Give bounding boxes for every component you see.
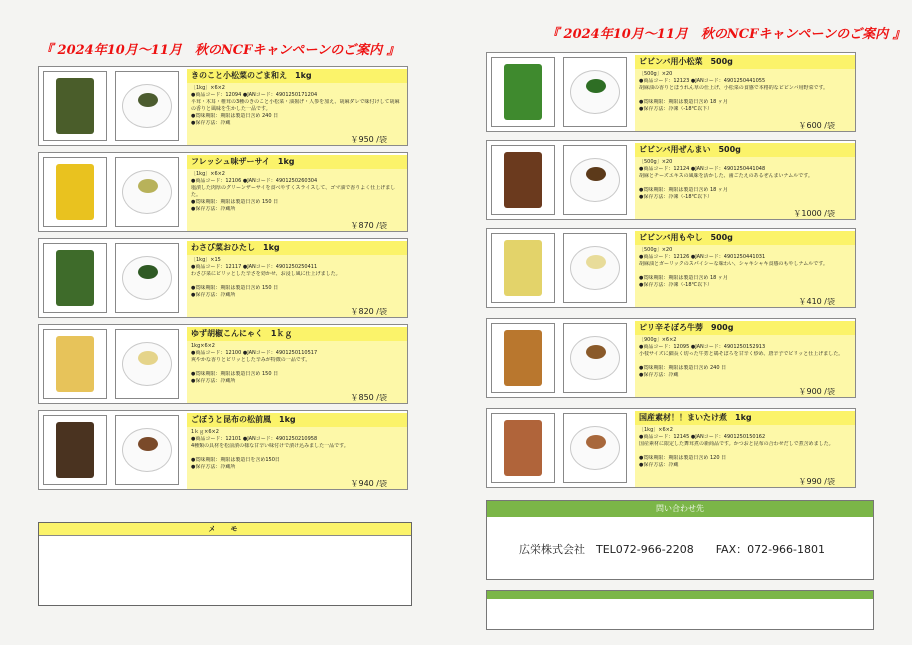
product-description: 胡麻とチーズエキスの風味を活かした、歯ごたえのあるぜんまいナムルです。 [639, 173, 813, 179]
product-price: ￥870 /袋 [350, 222, 387, 229]
product-spec: ［1kg］×6×2 [639, 427, 673, 433]
extra-box [486, 590, 874, 630]
product-price: ￥990 /袋 [798, 478, 835, 485]
product-price: ￥1000 /袋 [793, 210, 835, 217]
package-photo [491, 323, 555, 393]
product-card-soboro-gobo[interactable] [486, 318, 856, 398]
campaign-title-left: 『 2024年10月～11月 秋のNCFキャンペーンのご案内 』 [40, 43, 400, 58]
dish-photo [115, 243, 179, 313]
product-card-bibimbap-moyashi[interactable] [486, 228, 856, 308]
contact-box [486, 500, 874, 580]
dish-photo [563, 413, 627, 483]
product-name: 国産素材！！まいたけ煮 1kg [635, 411, 855, 425]
dish-photo [115, 157, 179, 227]
product-name: わさび菜おひたし 1kg [187, 241, 407, 255]
package-photo [491, 57, 555, 127]
product-description: 小枝サイズに細長く切った牛蒡と鶏そぼろを甘辛く炒め、唐辛子でピリッと仕上げました。 [639, 351, 844, 357]
shelf-life: ●賞味期限：期限は製造日含め 18 ヶ月 [639, 187, 728, 193]
product-spec: 1ｋｇ×6×2 [191, 429, 219, 435]
dish-photo [563, 57, 627, 127]
product-spec: ［500g］×20 [639, 247, 673, 253]
product-description: 国産素材に限定した舞茸煮の新商品です。かつおと昆布の合わせだしで煮含めました。 [639, 441, 834, 447]
contact-info: 広栄株式会社 TEL072-966-2208 FAX：072-966-1801 [519, 543, 826, 556]
product-info [187, 413, 407, 489]
product-spec: ［500g］×20 [639, 159, 673, 165]
dish-photo [115, 415, 179, 485]
product-price: ￥900 /袋 [798, 388, 835, 395]
product-card-bibimbap-komatsuna[interactable] [486, 52, 856, 132]
product-description: 胡麻油の香りとほうれん草の仕上げ、小松菜の食感で本格的なビビンバ用野菜です。 [639, 85, 829, 91]
shelf-life: ●賞味期限：期限は製造日含め 240 日 [191, 113, 279, 119]
package-photo [43, 415, 107, 485]
product-info [187, 241, 407, 317]
product-info [635, 411, 855, 487]
product-card-wasabina[interactable] [38, 238, 408, 318]
product-description: 胡麻油とガーリックのスパイシーな味わい、シャキシャキ食感のもやしナムルです。 [639, 261, 828, 267]
product-info [635, 231, 855, 307]
product-code: ●商品コード：12100 ●JANコード：4901250110517 [191, 350, 318, 356]
contact-label: 問い合わせ先 [487, 501, 873, 517]
product-description: 爽やかな香りとピリッとした辛みが特徴の一品です。 [191, 357, 311, 363]
storage-method: ●保存方法：冷蔵 [639, 372, 679, 378]
product-info [635, 143, 855, 219]
product-description: 平茸・木耳・椎茸の3種のきのこと小松菜・油揚げ・人参を加え、胡麻ダレで味付けして胡麻の香りと風味を生かした一品です。 [191, 99, 400, 112]
product-info [187, 69, 407, 145]
product-spec: ［1kg］×6×2 [191, 85, 225, 91]
product-code: ●商品コード：12101 ●JANコード：4901250210958 [191, 436, 318, 442]
storage-method: ●保存方法：冷凍（-18℃以下） [639, 194, 713, 200]
storage-method: ●保存方法：冷蔵所 [191, 206, 236, 212]
product-info [635, 55, 855, 131]
shelf-life: ●賞味期限：期限は製造日含め 150 日 [191, 371, 279, 377]
product-name: ごぼうと昆布の松前風 1kg [187, 413, 407, 427]
product-price: ￥850 /袋 [350, 394, 387, 401]
product-description: 4種類の具材を松前漬の様な甘辛い味付けで漬け込みました一品です。 [191, 443, 349, 449]
product-spec: ［500g］×20 [639, 71, 673, 77]
shelf-life: ●賞味期限：期限は製造日含め 120 日 [639, 455, 727, 461]
product-spec: ［1kg］×6×2 [191, 171, 225, 177]
product-code: ●商品コード：12094 ●JANコード：4901250171204 [191, 92, 318, 98]
product-code: ●商品コード：12124 ●JANコード：4901250441048 [639, 166, 766, 172]
package-photo [491, 233, 555, 303]
product-price: ￥410 /袋 [798, 298, 835, 305]
product-name: フレッシュ味ザーサイ 1kg [187, 155, 407, 169]
dish-photo [563, 145, 627, 215]
product-price: ￥950 /袋 [350, 136, 387, 143]
product-card-gobo-konbu[interactable] [38, 410, 408, 490]
product-info [635, 321, 855, 397]
product-price: ￥600 /袋 [798, 122, 835, 129]
memo-label: メ モ [39, 523, 411, 536]
storage-method: ●保存方法：冷蔵 [639, 462, 679, 468]
product-card-yuzu-konnyaku[interactable] [38, 324, 408, 404]
product-name: ビビンバ用ぜんまい 500g [635, 143, 855, 157]
product-code: ●商品コード：12117 ●JANコード：4901250250411 [191, 264, 318, 270]
product-price: ￥820 /袋 [350, 308, 387, 315]
product-name: ビビンバ用もやし 500g [635, 231, 855, 245]
package-photo [43, 71, 107, 141]
product-name: ゆず胡椒こんにゃく 1ｋｇ [187, 327, 407, 341]
extra-header-bar [487, 591, 873, 599]
storage-method: ●保存方法：冷蔵所 [191, 292, 236, 298]
product-description: 塩漬した肉厚のグリーンザーサイを食べやすくスライスして、ゴマ油で香りよく仕上げました。 [191, 185, 396, 198]
dish-photo [563, 323, 627, 393]
product-code: ●商品コード：12106 ●JANコード：4901250260304 [191, 178, 318, 184]
product-code: ●商品コード：12126 ●JANコード：4901250441031 [639, 254, 766, 260]
shelf-life: ●賞味期限：期限は製造日含め 150 日 [191, 199, 279, 205]
dish-photo [115, 71, 179, 141]
storage-method: ●保存方法：冷蔵 [191, 120, 231, 126]
shelf-life: ●賞味期限：期限は製造日含め 240 日 [639, 365, 727, 371]
product-description: わさび菜にピリッとした辛さを効かせ、お浸し風に仕上げました。 [191, 271, 341, 277]
dish-photo [115, 329, 179, 399]
product-card-zasai[interactable] [38, 152, 408, 232]
product-info [187, 155, 407, 231]
product-card-maitake[interactable] [486, 408, 856, 488]
storage-method: ●保存方法：冷凍（-18℃以下） [639, 106, 713, 112]
memo-box[interactable] [38, 522, 412, 606]
product-name: きのこと小松菜のごま和え 1kg [187, 69, 407, 83]
product-card-bibimbap-zenmai[interactable] [486, 140, 856, 220]
product-name: ビビンバ用小松菜 500g [635, 55, 855, 69]
campaign-title-right: 『 2024年10月～11月 秋のNCFキャンペーンのご案内 』 [546, 27, 906, 42]
product-info [187, 327, 407, 403]
product-code: ●商品コード：12123 ●JANコード：4901250441055 [639, 78, 766, 84]
storage-method: ●保存方法：冷凍（-18℃以下） [639, 282, 713, 288]
storage-method: ●保存方法：冷蔵所 [191, 378, 236, 384]
product-price: ￥940 /袋 [350, 480, 387, 487]
package-photo [43, 157, 107, 227]
product-code: ●商品コード：12095 ●JANコード：4901250152913 [639, 344, 766, 350]
product-code: ●商品コード：12145 ●JANコード：4901250150162 [639, 434, 766, 440]
shelf-life: ●賞味期限：期限は製造日含め 18 ヶ月 [639, 275, 728, 281]
package-photo [491, 145, 555, 215]
product-name: ピリ辛そぼろ牛蒡 900g [635, 321, 855, 335]
package-photo [43, 329, 107, 399]
shelf-life: ●賞味期限：期限は製造日含め 150 日 [191, 285, 279, 291]
product-spec: 1kg×6×2 [191, 343, 215, 349]
product-spec: ［900g］×6×2 [639, 337, 677, 343]
shelf-life: ●賞味期限：期限は製造日を含め150日 [191, 457, 280, 463]
product-card-kinoko[interactable] [38, 66, 408, 146]
package-photo [491, 413, 555, 483]
package-photo [43, 243, 107, 313]
dish-photo [563, 233, 627, 303]
storage-method: ●保存方法：冷蔵所 [191, 464, 236, 470]
shelf-life: ●賞味期限：期限は製造日含め 18 ヶ月 [639, 99, 728, 105]
product-spec: ［1kg］×15 [191, 257, 221, 263]
